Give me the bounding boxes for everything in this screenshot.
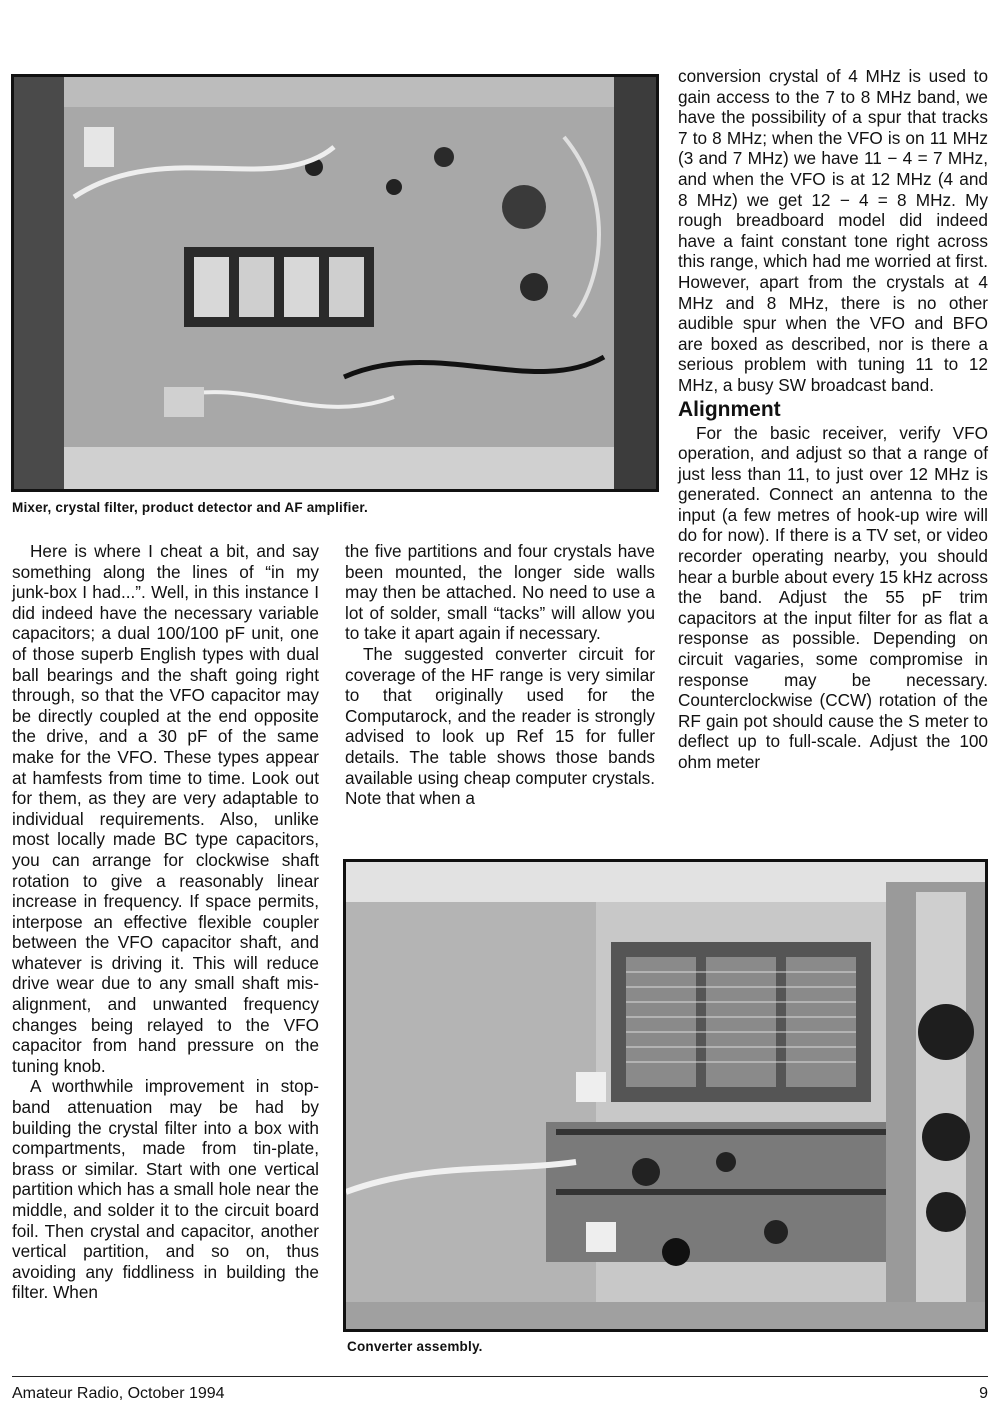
paragraph: Here is where I cheat a bit, and say something along the lines of “in my junk-box I had...”. Well, in this instance I did indeed have the necessary variable capacitors; a dual 100/100 pF unit, one of those superb English types with dual ball bearings and the shaft going right through, so that the VFO capacitor may be directly coupled at the end opposite the drive, and a 30 pF of the same make for the VFO. These types appear at hamfests from time to time. Look out for them, as they are very adaptable to individual requirements. Also, unlike most locally made BC type capacitors, you can arrange for clockwise shaft rotation to give a reasonably linear increase in frequency. If space permits, interpose an effective flexible coupler between the VFO capacitor shaft, and whatever is driving it. This will reduce drive wear due to any small shaft mis-alignment, and unwanted frequency changes being relayed to the VFO capacitor from hand pressure on the tuning knob. (12, 541, 319, 1076)
footer-publication: Amateur Radio, October 1994 (12, 1385, 225, 1402)
paragraph: conversion crystal of 4 MHz is used to gain access to the 7 to 8 MHz band, we have the possibility of a spur that tracks 7 to 8 MHz; when the VFO is on 11 MHz (3 and 7 MHz) we have 11 − 4 = 7 MHz, and when the VFO is at 12 MHz (4 and 8 MHz) we get 12 − 4 = 8 MHz. My rough breadboard model did indeed have a faint constant tone right across this range, which had me worried at first. However, apart from the crystals at 4 MHz and 8 MHz, there is no other audible spur when the VFO and BFO are boxed as described, nor is there a serious problem with tuning 11 to 12 MHz, a busy SW broadcast band. (678, 66, 988, 395)
bottom-photo-caption: Converter assembly. (347, 1339, 483, 1354)
page-number: 9 (979, 1385, 988, 1402)
column-2 (345, 541, 655, 809)
column-3-top (678, 66, 988, 773)
column-1 (12, 541, 319, 1303)
paragraph: For the basic receiver, verify VFO operation, and adjust so that a range of just less than 11, to just over 12 MHz is generated. Connect an antenna to the input (a few metres of hook-up wire will do for now). If there is a TV set, or video recorder operating nearby, you should hear a burble about every 15 kHz across the band. Adjust the 55 pF trim capacitors at the input filter for as flat a response as possible. Depending on circuit vagaries, some compromise in response may be necessary. Counterclockwise (CCW) rotation of the RF gain pot should cause the S meter to deflect up to full-scale. Adjust the 100 ohm meter (678, 422, 988, 772)
bottom-photo (343, 859, 988, 1332)
top-photo (11, 74, 659, 492)
paragraph: The suggested converter circuit for coverage of the HF range is very similar to that originally used for the Computarock, and the reader is strongly advised to look up Ref 15 for fuller details. The table shows those bands available using cheap computer crystals. Note that when a (345, 643, 655, 809)
footer-divider (12, 1376, 988, 1377)
paragraph: the five partitions and four crystals have been mounted, the longer side walls may then be attached. No need to use a lot of solder, small “tacks” will allow you to take it apart again if necessary. (345, 541, 655, 644)
paragraph: A worthwhile improvement in stop-band attenuation may be had by building the crystal filter into a box with compartments, made from tin-plate, brass or similar. Start with one vertical partition which has a small hole near the middle, and solder it to the circuit board foil. Then crystal and capacitor, another vertical partition, and so on, thus avoiding any fiddliness in building the filter. When (12, 1076, 319, 1303)
variable-capacitor-photo-icon (346, 862, 985, 1329)
top-photo-caption: Mixer, crystal filter, product detector and AF amplifier. (12, 500, 368, 515)
section-heading-alignment: Alignment (678, 397, 781, 421)
circuit-board-photo-icon (14, 77, 656, 489)
